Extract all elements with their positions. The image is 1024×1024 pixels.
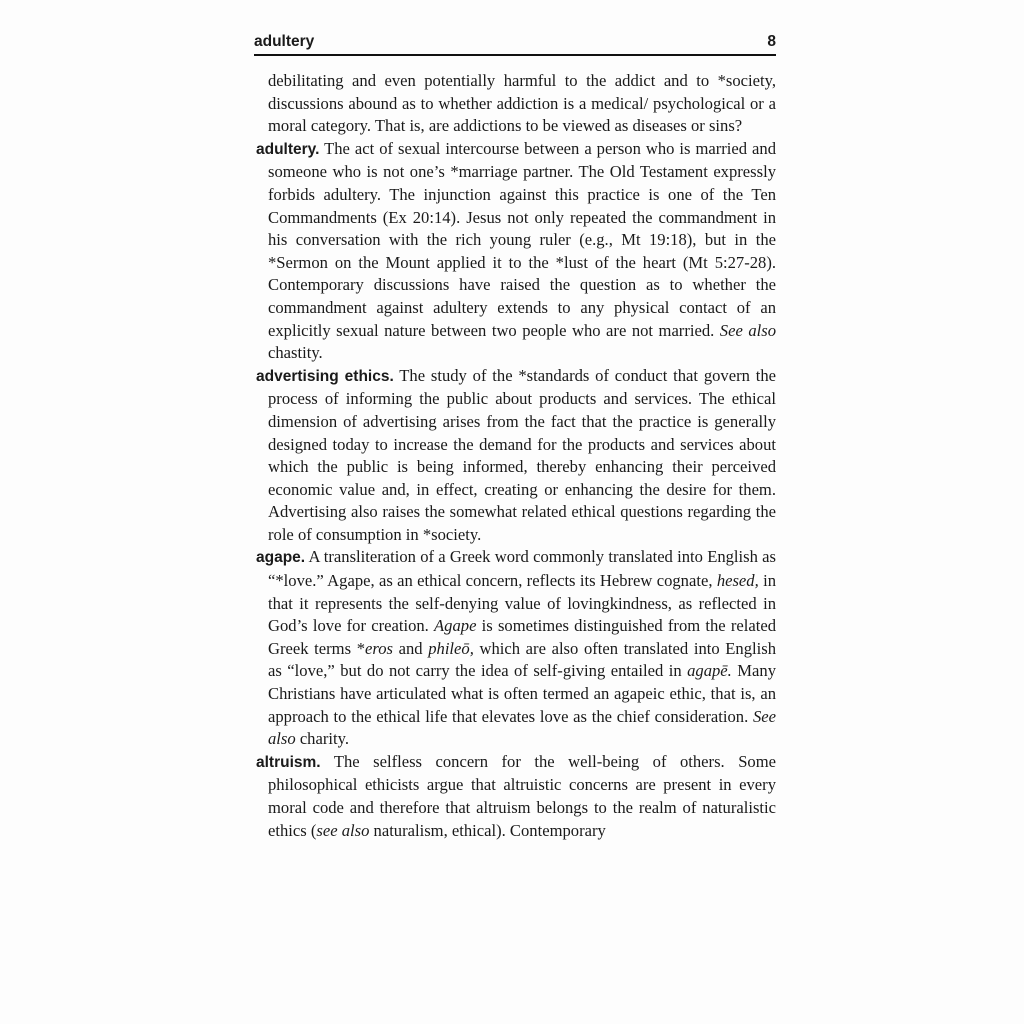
entry-definition: The study of the *standards of conduct that govern the process of informing the public about products and services. The ethical dimension of advertising arises from the fact that the practice is generally designed today to increase the demand for the products and services about which the public is being informed, thereby enhancing their perceived economic value and, in effect, creating or enhancing the desire for them. Advertising also raises the somewhat related ethical questions regarding the role of consumption in *society. (268, 365, 776, 544)
entries-column (256, 70, 776, 842)
guide-word: adultery (254, 33, 315, 50)
entry-definition-part: Many Christians have articulated what is often termed an agapeic ethic, that is, an approach to the ethical life that elevates love as the chief consideration. (268, 661, 776, 726)
see-also-label: See also (268, 706, 776, 749)
entry-adultery (256, 138, 776, 365)
continuation-text: debilitating and even potentially harmful to the addict and to *society, discussions abound as to whether addiction is a medical/ psychological or a moral category. That is, are addictions to be viewed as diseases or sins? (268, 71, 776, 136)
italic-word: hesed, (716, 571, 759, 591)
italic-word: eros (365, 638, 393, 658)
entry-term: altruism. (256, 753, 321, 771)
running-head (254, 28, 776, 56)
italic-word: Agape (434, 616, 477, 636)
entry-definition-part: A transliteration of a Greek word commonly translated into English as “*love.” Agape, as an ethical concern, reflects its Hebrew cognate, (268, 547, 776, 591)
entry-term: adultery. (256, 140, 320, 158)
entry-definition-part: which are also often translated into English as “love,” but do not carry the idea of self-giving entailed in (268, 638, 776, 681)
entry-altruism (256, 751, 776, 842)
entry-advertising-ethics (256, 365, 776, 547)
entry-definition-part: is sometimes distinguished from the related Greek terms * (268, 616, 776, 658)
entry-definition-part: and (392, 638, 429, 658)
see-also-label: See also (719, 320, 776, 340)
entry-definition-part: The selfless concern for the well-being of others. Some philosophical ethicists argue that altruistic concerns are present in every moral code and therefore that altruism belongs to the realm of naturalistic ethics ( (268, 751, 776, 840)
italic-word: agapē. (687, 661, 732, 681)
entry-term: agape. (256, 549, 306, 567)
entry-continuation (256, 70, 776, 138)
see-also-label: see also (316, 820, 370, 840)
see-also-reference: chastity. (268, 343, 323, 363)
entry-definition-part: naturalism, ethical). Contemporary (369, 820, 606, 840)
italic-word: phileō, (428, 638, 474, 658)
entry-term: advertising ethics. (256, 367, 394, 385)
page-number: 8 (767, 33, 776, 50)
entry-definition-part: in that it represents the self-denying value of lovingkindness, as reflected in God’s love for creation. (268, 571, 776, 636)
see-also-reference: charity. (295, 729, 349, 749)
entry-agape (256, 546, 776, 750)
entry-definition: The act of sexual intercourse between a person who is married and someone who is not one’s *marriage partner. The Old Testament expressly forbids adultery. The injunction against this practice is one of the Ten Commandments (Ex 20:14). Jesus not only repeated the commandment in his conversation with the rich young ruler (e.g., Mt 19:18), but in the *Sermon on the Mount applied it to the *lust of the heart (Mt 5:27-28). Contemporary discussions have raised the question as to whether the commandment against adultery extends to any physical contact of an explicitly sexual nature between two people who are not married. (268, 138, 776, 340)
